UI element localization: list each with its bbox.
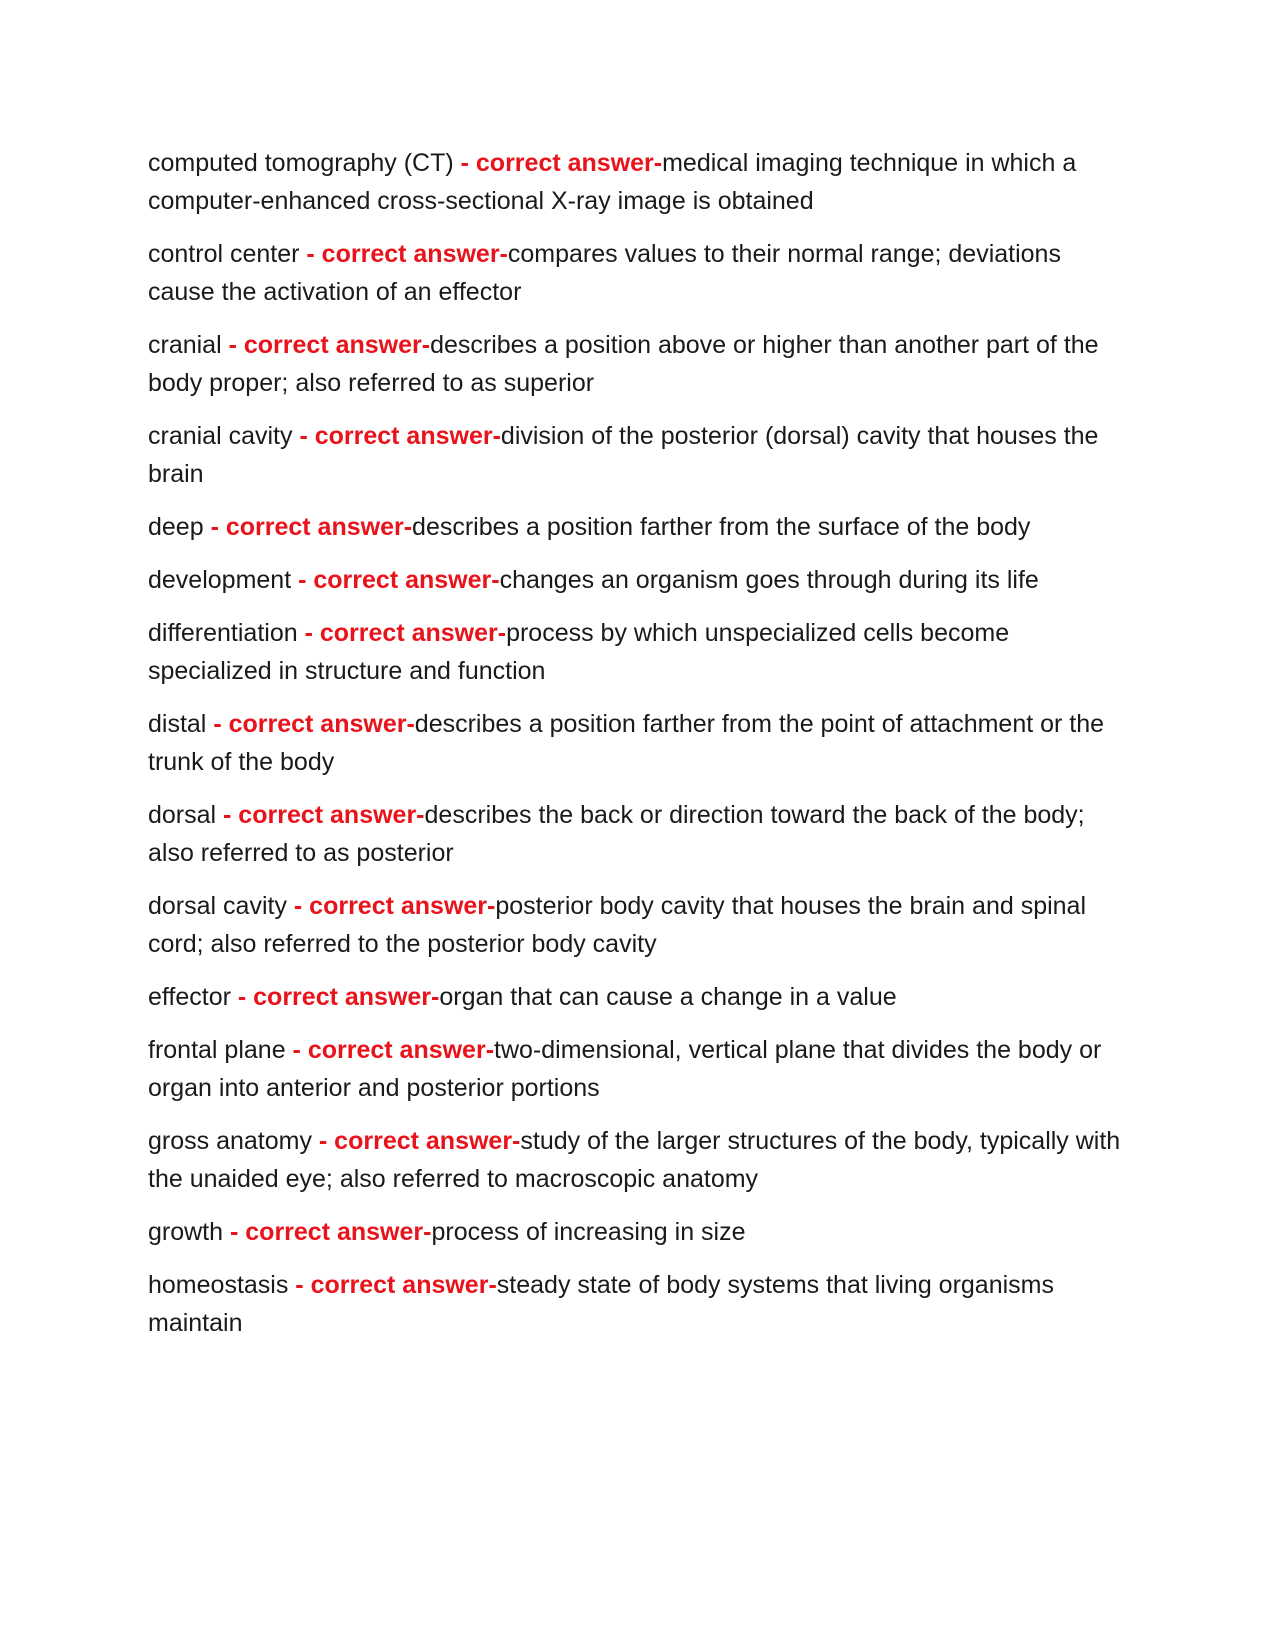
entry-term: growth <box>148 1218 224 1246</box>
entry-separator: - correct answer- <box>311 1127 521 1155</box>
entry-term: computed tomography (CT) <box>148 149 454 177</box>
entry-term: effector <box>148 983 231 1011</box>
glossary-list <box>148 144 1128 1357</box>
glossary-entry <box>148 705 1128 781</box>
entry-separator: - correct answer- <box>203 513 413 541</box>
entry-definition: process of increasing in size <box>431 1218 746 1246</box>
entry-definition: study of the larger structures of the body, typically with the unaided eye; also referred to macroscopic anatomy <box>148 1127 1121 1193</box>
entry-term: distal <box>148 710 207 738</box>
entry-definition: describes the back or direction toward the back of the body; also referred to as posterior <box>148 801 1085 867</box>
entry-separator: - correct answer- <box>223 1218 432 1246</box>
glossary-entry <box>148 326 1128 402</box>
entry-term: dorsal <box>148 801 217 829</box>
entry-term: homeostasis <box>148 1271 289 1299</box>
glossary-entry <box>148 1122 1128 1198</box>
glossary-entry <box>148 1213 1128 1251</box>
entry-separator: - correct answer- <box>299 240 508 268</box>
entry-separator: - correct answer- <box>297 619 507 647</box>
glossary-entry <box>148 887 1128 963</box>
entry-definition: process by which unspecialized cells become specialized in structure and function <box>148 619 1010 685</box>
glossary-entry <box>148 417 1128 493</box>
entry-term: gross anatomy <box>148 1127 312 1155</box>
entry-definition: describes a position farther from the surface of the body <box>412 513 1031 541</box>
entry-separator: - correct answer- <box>288 1271 497 1299</box>
entry-term: differentiation <box>148 619 298 647</box>
entry-separator: - correct answer- <box>292 422 501 450</box>
glossary-entry <box>148 614 1128 690</box>
entry-definition: two-dimensional, vertical plane that divides the body or organ into anterior and posterior portions <box>148 1036 1102 1102</box>
entry-separator: - correct answer- <box>285 1036 495 1064</box>
entry-term: development <box>148 566 292 594</box>
entry-definition: changes an organism goes through during its life <box>499 566 1039 594</box>
entry-separator: - correct answer- <box>453 149 663 177</box>
glossary-entry <box>148 235 1128 311</box>
entry-term: cranial <box>148 331 222 359</box>
entry-separator: - correct answer- <box>230 983 440 1011</box>
entry-term: dorsal cavity <box>148 892 287 920</box>
glossary-entry <box>148 144 1128 220</box>
entry-separator: - correct answer- <box>221 331 431 359</box>
entry-definition: medical imaging technique in which a computer-enhanced cross-sectional X-ray image is obtained <box>148 149 1077 215</box>
glossary-entry <box>148 978 1128 1016</box>
entry-definition: describes a position above or higher than another part of the body proper; also referred to as superior <box>148 331 1099 397</box>
glossary-entry <box>148 561 1128 599</box>
entry-definition: steady state of body systems that living organisms maintain <box>148 1271 1054 1337</box>
entry-definition: compares values to their normal range; deviations cause the activation of an effector <box>148 240 1061 306</box>
glossary-entry <box>148 1031 1128 1107</box>
entry-definition: division of the posterior (dorsal) cavity that houses the brain <box>148 422 1099 488</box>
entry-term: frontal plane <box>148 1036 286 1064</box>
entry-definition: posterior body cavity that houses the brain and spinal cord; also referred to the posterior body cavity <box>148 892 1087 958</box>
entry-separator: - correct answer- <box>206 710 415 738</box>
entry-separator: - correct answer- <box>286 892 496 920</box>
entry-definition: describes a position farther from the point of attachment or the trunk of the body <box>148 710 1105 776</box>
entry-term: deep <box>148 513 204 541</box>
glossary-entry <box>148 796 1128 872</box>
entry-term: control center <box>148 240 300 268</box>
entry-separator: - correct answer- <box>216 801 425 829</box>
entry-term: cranial cavity <box>148 422 293 450</box>
glossary-entry <box>148 508 1128 546</box>
entry-separator: - correct answer- <box>291 566 500 594</box>
glossary-entry <box>148 1266 1128 1342</box>
entry-definition: organ that can cause a change in a value <box>439 983 897 1011</box>
